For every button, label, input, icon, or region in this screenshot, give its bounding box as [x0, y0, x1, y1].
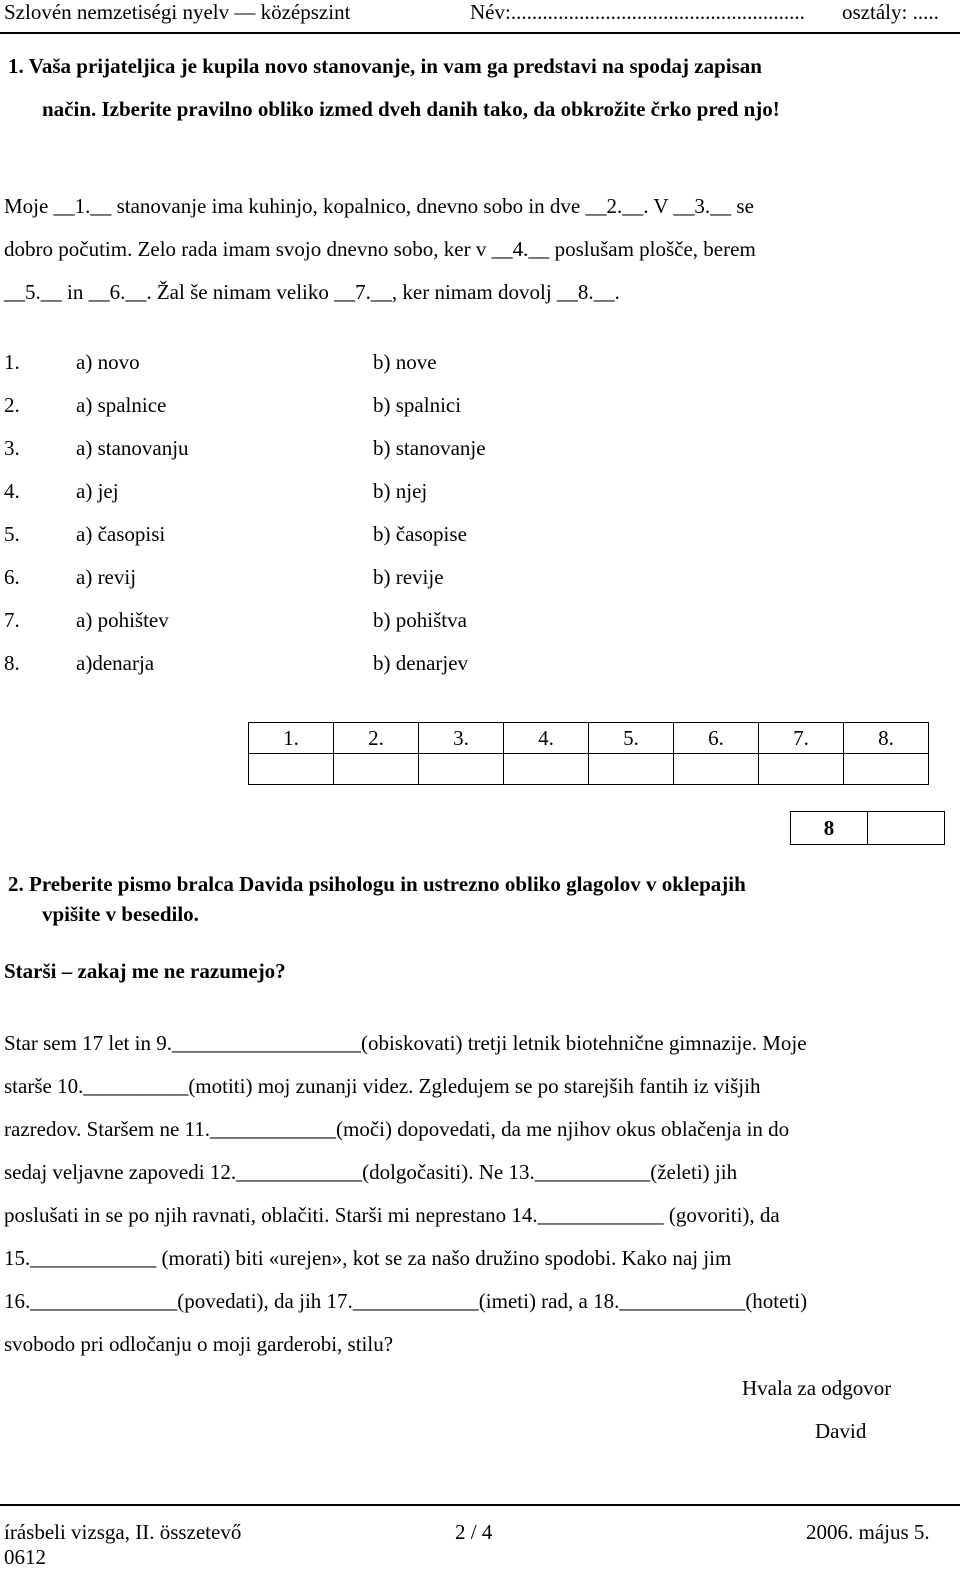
letter-line: Star sem 17 let in 9.__________________(obiskovati) tretji letnik biotehnične gimnazije. Moje: [4, 1031, 807, 1055]
answer-cell[interactable]: [504, 754, 589, 785]
option-b[interactable]: b) revije: [373, 565, 444, 589]
task1-title-line2: način. Izberite pravilno obliko izmed dveh danih tako, da obkrožite črko pred njo!: [42, 97, 780, 121]
option-b[interactable]: b) njej: [373, 479, 428, 503]
answer-cell[interactable]: [589, 754, 674, 785]
option-b[interactable]: b) denarjev: [373, 651, 469, 675]
letter-line: razredov. Staršem ne 11.____________(moči) dopovedati, da me njihov okus oblačenja in do: [4, 1117, 790, 1141]
score-box: [790, 811, 945, 845]
option-a[interactable]: a) časopisi: [76, 522, 166, 546]
option-a[interactable]: a) stanovanju: [76, 436, 189, 460]
answer-cell[interactable]: [844, 754, 929, 785]
option-number: 7.: [4, 608, 20, 632]
footer-code: 0612: [4, 1545, 46, 1569]
option-b[interactable]: b) spalnici: [373, 393, 462, 417]
option-a[interactable]: a) novo: [76, 350, 140, 374]
answer-cell[interactable]: [674, 754, 759, 785]
answer-cell[interactable]: [419, 754, 504, 785]
answer-cell[interactable]: [759, 754, 844, 785]
answer-header: 2.: [334, 723, 419, 754]
letter-line: starše 10.__________(motiti) moj zunanji videz. Zgledujem se po starejših fantih iz višjih: [4, 1074, 761, 1098]
letter-line: poslušati in se po njih ravnati, oblačiti. Starši mi neprestano 14.____________ (govoriti), da: [4, 1203, 780, 1227]
option-b[interactable]: b) nove: [373, 350, 437, 374]
answer-cell[interactable]: [249, 754, 334, 785]
option-b[interactable]: b) stanovanje: [373, 436, 486, 460]
option-number: 8.: [4, 651, 20, 675]
task2-title-line1: 2. Preberite pismo bralca Davida psihologu in ustrezno obliko glagolov v oklepajih: [8, 872, 746, 896]
score-max: 8: [791, 812, 868, 845]
option-a[interactable]: a) spalnice: [76, 393, 167, 417]
footer-left: írásbeli vizsga, II. összetevő: [4, 1520, 242, 1544]
option-number: 2.: [4, 393, 20, 417]
footer-right: 2006. május 5.: [806, 1520, 930, 1544]
footer-rule: [0, 1504, 960, 1506]
task1-text-line2: dobro počutim. Zelo rada imam svojo dnevno sobo, ker v __4.__ poslušam plošče, berem: [4, 237, 756, 261]
header-left: Szlovén nemzetiségi nyelv — középszint: [4, 0, 351, 24]
answer-header: 5.: [589, 723, 674, 754]
task1-title-line1: 1. Vaša prijateljica je kupila novo stanovanje, in vam ga predstavi na spodaj zapisan: [8, 54, 762, 78]
option-number: 3.: [4, 436, 20, 460]
option-a[interactable]: a)denarja: [76, 651, 155, 675]
answer-header: 8.: [844, 723, 929, 754]
option-number: 1.: [4, 350, 20, 374]
option-b[interactable]: b) pohištva: [373, 608, 467, 632]
option-b[interactable]: b) časopise: [373, 522, 467, 546]
letter-line: 16.______________(povedati), da jih 17.____________(imeti) rad, a 18.____________(hoteti): [4, 1289, 808, 1313]
task1-text-line1: Moje __1.__ stanovanje ima kuhinjo, kopalnico, dnevno sobo in dve __2.__. V __3.__ se: [4, 194, 754, 218]
letter-line: svobodo pri odločanju o moji garderobi, stilu?: [4, 1332, 394, 1356]
answer-grid: [248, 722, 929, 785]
answer-header: 3.: [419, 723, 504, 754]
score-input[interactable]: [868, 812, 945, 845]
answer-header: 6.: [674, 723, 759, 754]
letter-closing: Hvala za odgovor: [742, 1376, 892, 1400]
task1-text-line3: __5.__ in __6.__. Žal še nimam veliko __7.__, ker nimam dovolj __8.__.: [4, 280, 620, 304]
option-a[interactable]: a) jej: [76, 479, 119, 503]
option-number: 4.: [4, 479, 20, 503]
option-number: 6.: [4, 565, 20, 589]
letter-title: Starši – zakaj me ne razumejo?: [4, 959, 286, 983]
answer-grid-input-row: [249, 754, 929, 785]
task2-title-line2: vpišite v besedilo.: [42, 902, 199, 926]
option-number: 5.: [4, 522, 20, 546]
answer-grid-header-row: [249, 723, 929, 754]
footer-center: 2 / 4: [455, 1520, 493, 1544]
option-a[interactable]: a) pohištev: [76, 608, 169, 632]
option-a[interactable]: a) revij: [76, 565, 137, 589]
header-center: Név:........................................................: [470, 0, 805, 24]
letter-signature: David: [815, 1419, 867, 1443]
answer-header: 1.: [249, 723, 334, 754]
letter-line: sedaj veljavne zapovedi 12.____________(dolgočasiti). Ne 13.___________(želeti) jih: [4, 1160, 738, 1184]
header-right: osztály: .....: [842, 0, 939, 24]
header-rule: [0, 32, 960, 34]
answer-header: 4.: [504, 723, 589, 754]
answer-cell[interactable]: [334, 754, 419, 785]
letter-line: 15.____________ (morati) biti «urejen», kot se za našo družino spodobi. Kako naj jim: [4, 1246, 732, 1270]
answer-header: 7.: [759, 723, 844, 754]
